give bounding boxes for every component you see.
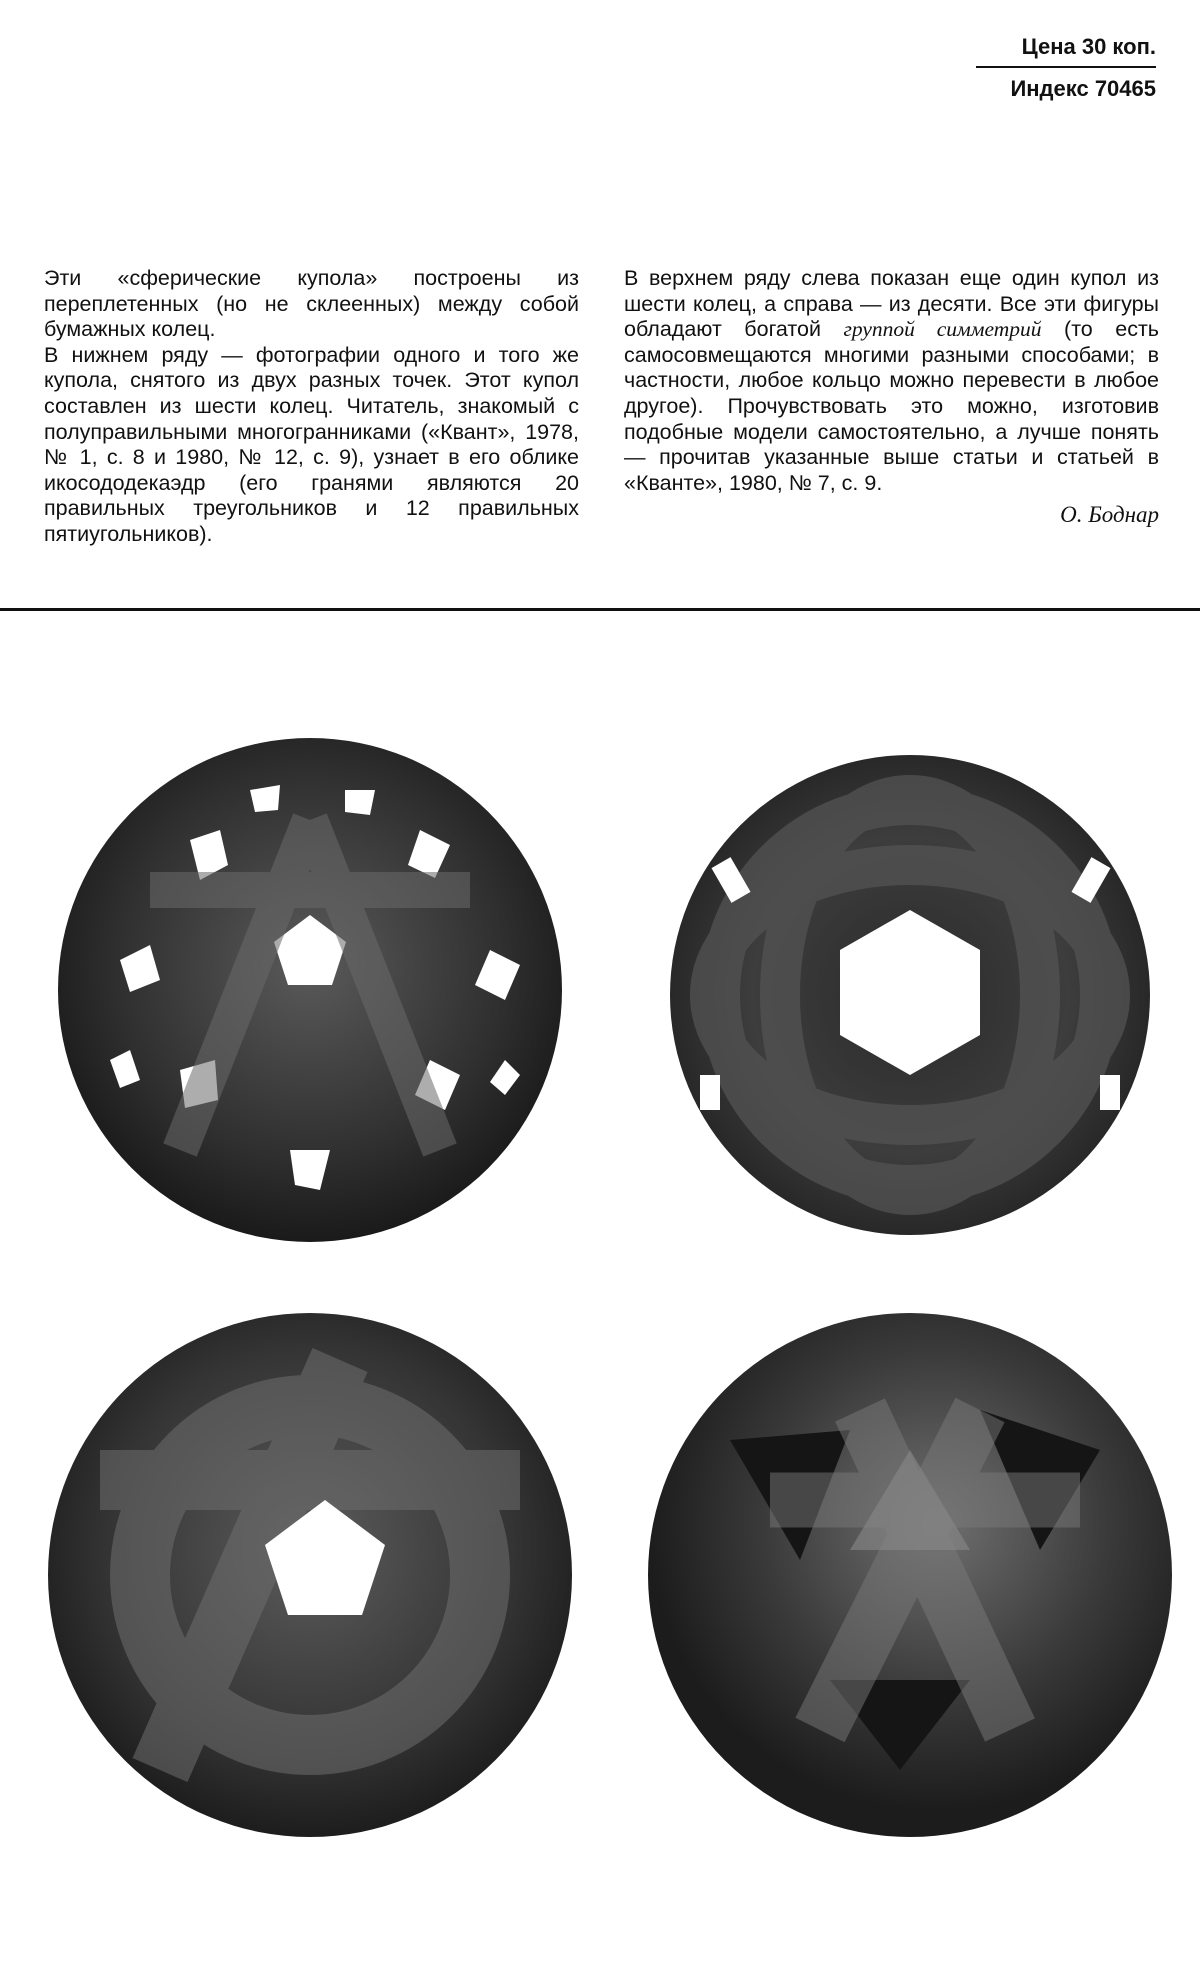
photo-bottom-left-dome — [40, 1300, 580, 1840]
left-paragraph-2: В нижнем ряду — фотографии одного и того же купола, снятого из двух разных точек. Этот купол составлен из шести колец. Читатель, знакомый с полуправильными многогранниками («Квант», 1978, № 1, с. 8 и 1980, № 12, с. 9), узнает в его облике икосододекаэдр (его гранями являются 20 правильных треугольников и 12 правильных пятиугольников). — [44, 342, 579, 546]
photo-bottom-right-dome — [640, 1300, 1180, 1840]
section-divider — [0, 608, 1200, 611]
right-column — [624, 266, 1159, 528]
left-column — [44, 266, 579, 548]
price-text: Цена 30 коп. — [976, 34, 1156, 68]
photo-top-left-dome — [50, 730, 570, 1250]
dome-image-3 — [40, 1300, 580, 1840]
right-text-italic: группой симметрий — [843, 317, 1042, 342]
photo-top-right-dome — [660, 745, 1160, 1245]
dome-image-4 — [640, 1300, 1180, 1840]
index-text: Индекс 70465 — [1010, 76, 1156, 101]
dome-image-1 — [50, 730, 570, 1250]
author-signature: О. Боднар — [1060, 502, 1159, 528]
dome-image-2 — [660, 745, 1160, 1245]
right-text-b: (то есть самосовмещаются многими разными способами; в частности, любое кольцо можно перевести в любое другое). Прочувствовать это можно, изготовив подобные модели самостоятельно, а лучше понять — прочитав указанные выше статьи и статьей в «Кванте», 1980, № 7, с. 9. — [624, 317, 1159, 495]
left-paragraph-1: Эти «сферические купола» построены из переплетенных (но не склеенных) между собой бумажных колец. — [44, 266, 579, 342]
right-paragraph — [624, 266, 1159, 496]
right-text-a: В верхнем ряду слева показан еще один купол из шести колец, а справа — из десяти. Все эти фигуры обладают богатой — [624, 266, 1159, 342]
price-block — [976, 34, 1156, 102]
